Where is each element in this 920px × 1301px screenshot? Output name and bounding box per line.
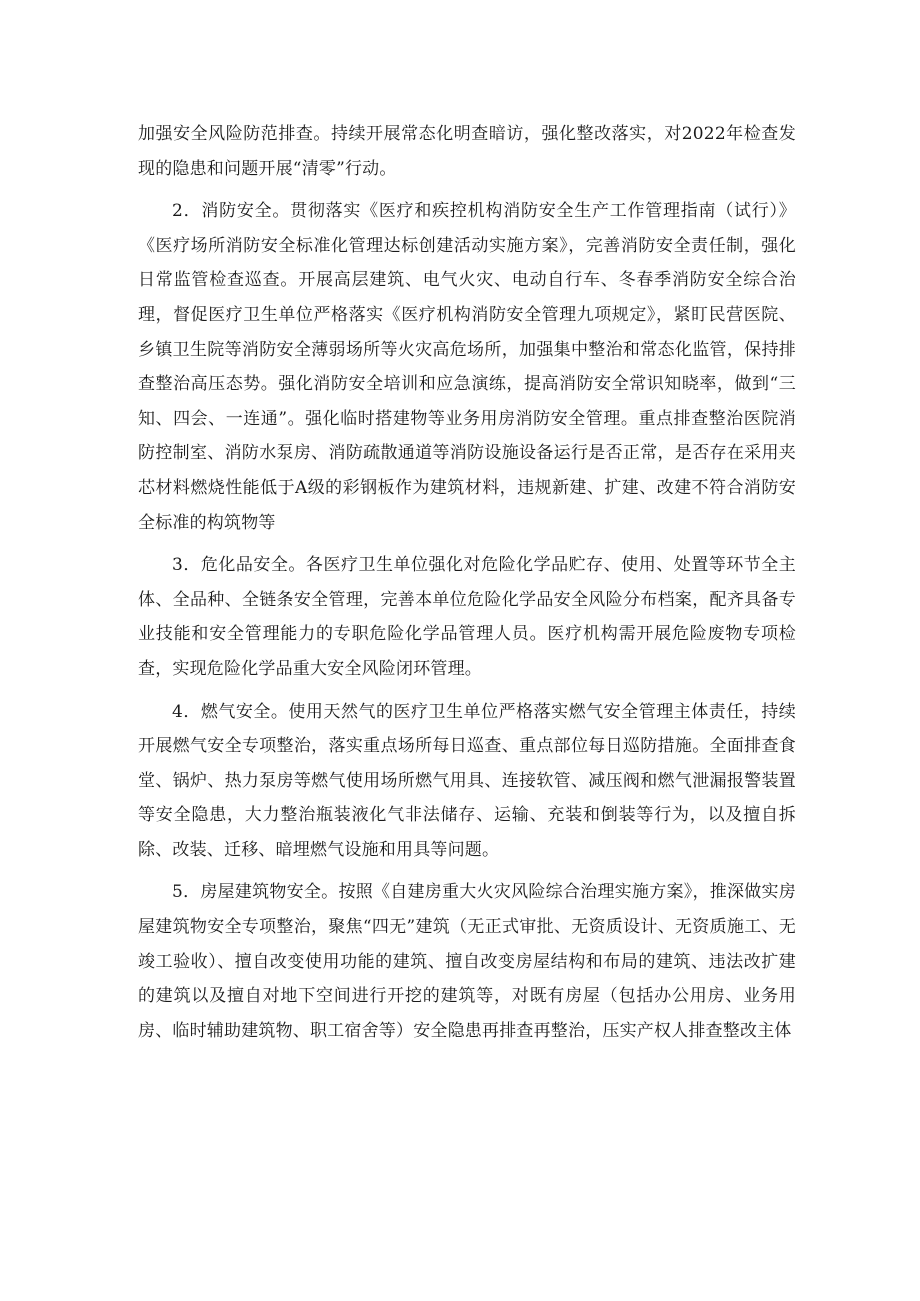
paragraph-gas-safety: 4．燃气安全。使用天然气的医疗卫生单位严格落实燃气安全管理主体责任，持续开展燃气安全专项整治，落实重点场所每日巡查、重点部位每日巡防措施。全面排查食堂、锅炉、热力泵房等燃气使用场所燃气用具、连接软管、减压阀和燃气泄漏报警装置等安全隐患，大力整治瓶装液化气非法储存、运输、充装和倒装等行为，以及擅自拆除、改装、迁移、暗埋燃气设施和用具等问题。	[138, 701, 796, 860]
paragraph-risk-inspection: 加强安全风险防范排查。持续开展常态化明查暗访，强化整改落实，对2022年检查发现的隐患和问题开展“清零”行动。	[138, 124, 796, 179]
document-body	[138, 117, 796, 1056]
paragraph-hazardous-chemicals: 3．危化品安全。各医疗卫生单位强化对危险化学品贮存、使用、处置等环节全主体、全品种、全链条安全管理，完善本单位危险化学品安全风险分布档案，配齐具备专业技能和安全管理能力的专职危险化学品管理人员。医疗机构需开展危险废物专项检查，实现危险化学品重大安全风险闭环管理。	[138, 555, 796, 679]
paragraph-building-safety: 5．房屋建筑物安全。按照《自建房重大火灾风险综合治理实施方案》，推深做实房屋建筑物安全专项整治，聚焦“四无”建筑（无正式审批、无资质设计、无资质施工、无竣工验收）、擅自改变使用功能的建筑、擅自改变房屋结构和布局的建筑、违法改扩建的建筑以及擅自对地下空间进行开挖的建筑等，对既有房屋（包括办公用房、业务用房、临时辅助建筑物、职工宿舍等）安全隐患再排查再整治，压实产权人排查整改主体	[138, 882, 796, 1041]
paragraph-fire-safety: 2．消防安全。贯彻落实《医疗和疾控机构消防安全生产工作管理指南（试行）》《医疗场所消防安全标准化管理达标创建活动实施方案》，完善消防安全责任制，强化日常监管检查巡查。开展高层建筑、电气火灾、电动自行车、冬春季消防安全综合治理，督促医疗卫生单位严格落实《医疗机构消防安全管理九项规定》，紧盯民营医院、乡镇卫生院等消防安全薄弱场所等火灾高危场所，加强集中整治和常态化监管，保持排查整治高压态势。强化消防安全培训和应急演练，提高消防安全常识知晓率，做到“三知、四会、一连通”。强化临时搭建物等业务用房消防安全管理。重点排查整治医院消防控制室、消防水泵房、消防疏散通道等消防设施设备运行是否正常，是否存在采用夹芯材料燃烧性能低于A级的彩钢板作为建筑材料，违规新建、扩建、改建不符合消防安全标准的构筑物等	[138, 201, 796, 533]
